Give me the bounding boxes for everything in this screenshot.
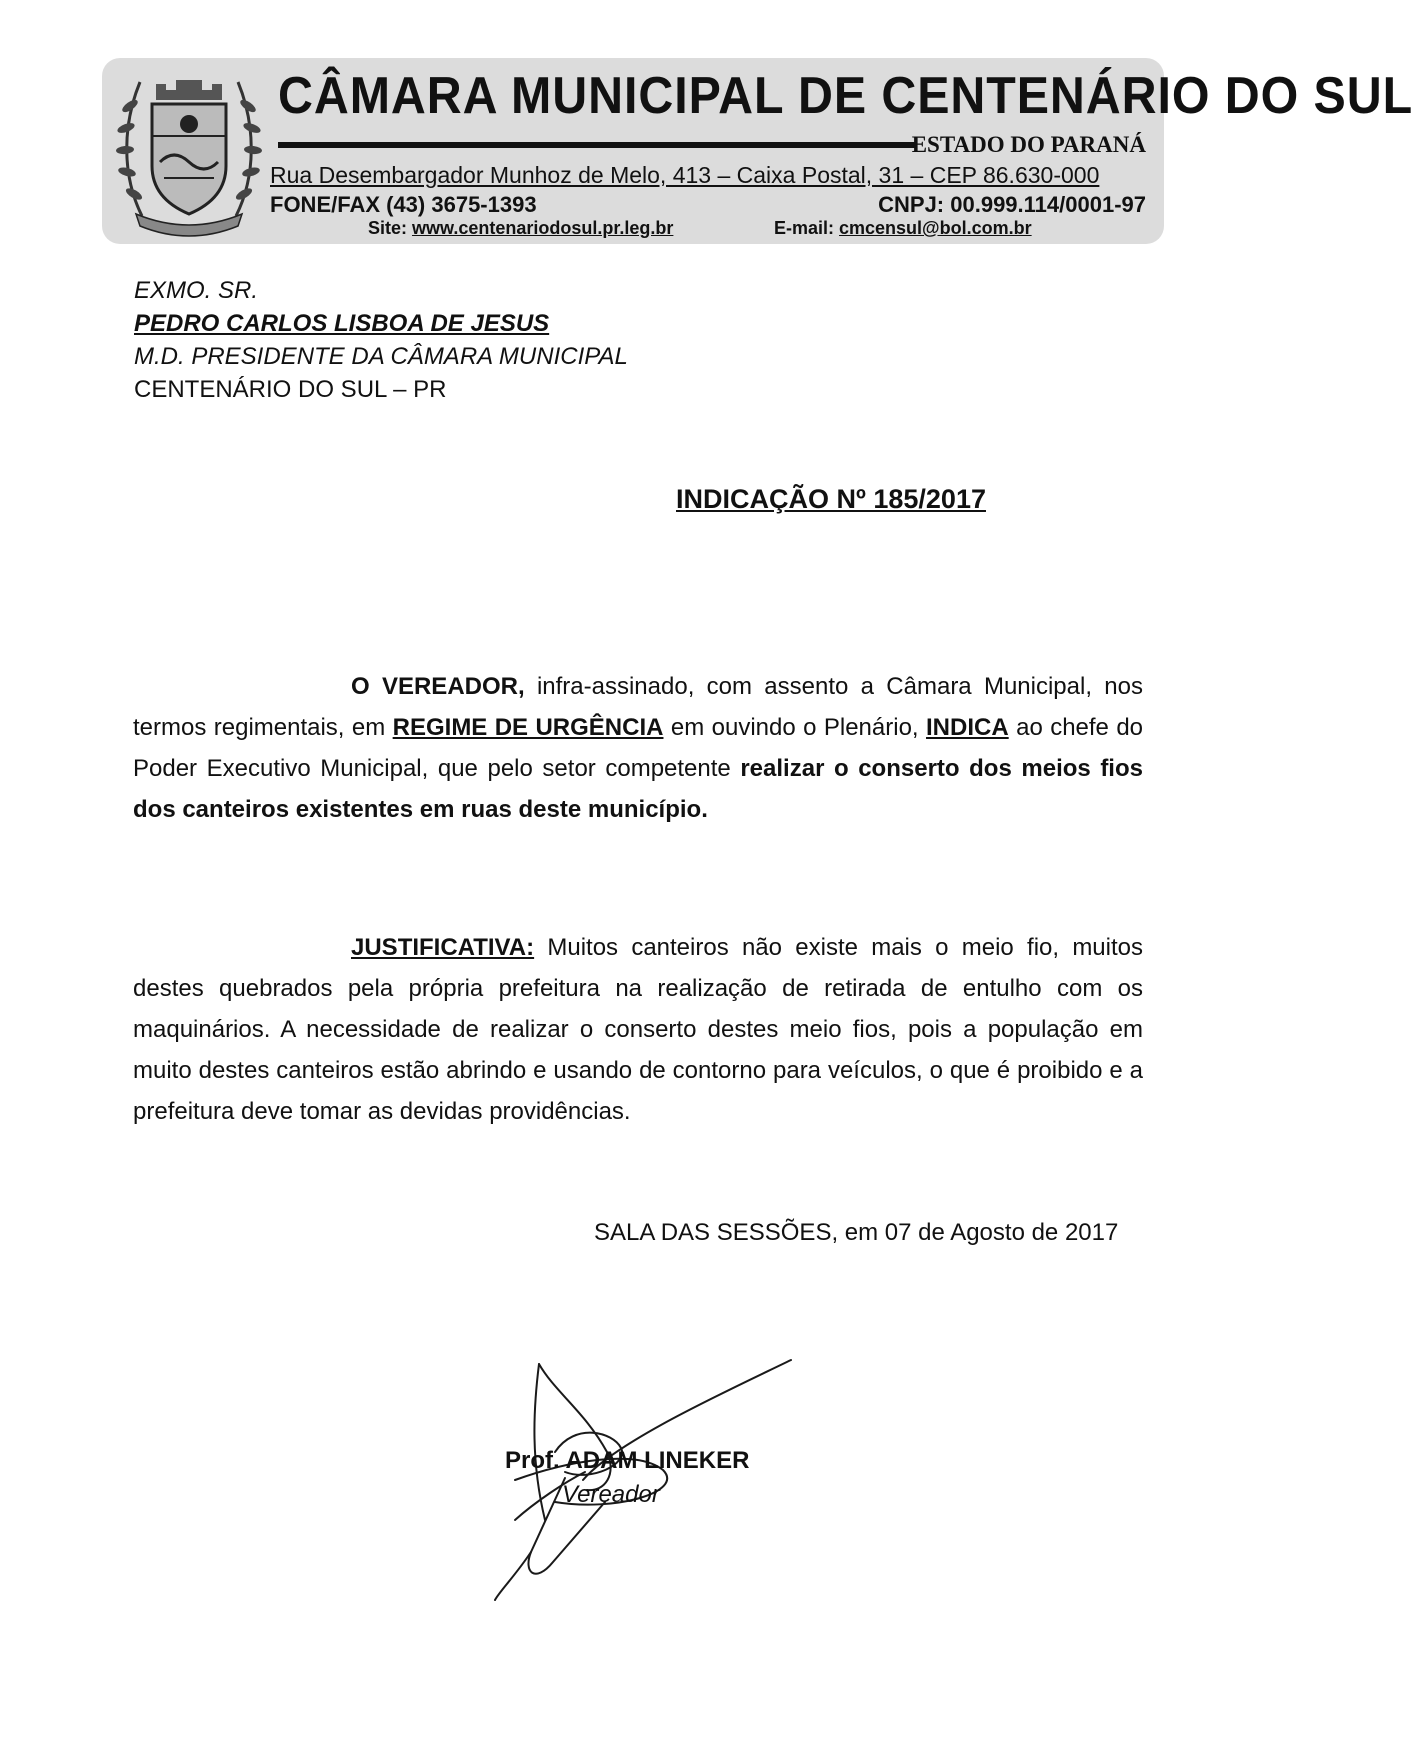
addressee-city: CENTENÁRIO DO SUL – PR	[134, 376, 447, 403]
postal-address: Rua Desembargador Munhoz de Melo, 413 – Caixa Postal, 31 – CEP 86.630-000	[270, 162, 1100, 188]
addressee-block	[134, 274, 628, 406]
lead-vereador: O VEREADOR,	[351, 673, 525, 700]
website-line	[368, 218, 673, 239]
chamber-name-heading: CÂMARA MUNICIPAL DE CENTENÁRIO DO SUL	[278, 67, 1413, 125]
addressee-name: PEDRO CARLOS LISBOA DE JESUS	[134, 310, 550, 337]
signer-name: Prof. ADAM LINEKER	[505, 1447, 750, 1474]
indica-keyword: INDICA	[926, 714, 1009, 741]
justification-paragraph	[133, 927, 1143, 1132]
state-name: ESTADO DO PARANÁ	[911, 132, 1146, 157]
addressee-role: M.D. PRESIDENTE DA CÂMARA MUNICIPAL	[134, 343, 628, 370]
salutation: EXMO. SR.	[134, 277, 259, 304]
indication-paragraph	[133, 666, 1143, 830]
heading-rule	[278, 142, 916, 148]
document-title: INDICAÇÃO Nº 185/2017	[676, 484, 986, 514]
municipal-coat-of-arms-icon	[114, 66, 264, 234]
justification-label: JUSTIFICATIVA:	[351, 934, 535, 961]
p1-text-3: ao chefe do Poder Executivo Municipal, que pelo setor competente	[133, 714, 1144, 782]
website-link[interactable]: www.centenariodosul.pr.leg.br	[412, 218, 674, 238]
cnpj-number: CNPJ: 00.999.114/0001-97	[878, 192, 1146, 217]
place-and-date: SALA DAS SESSÕES, em 07 de Agosto de 2017	[594, 1219, 1119, 1246]
request-text: realizar o conserto dos meios fios dos canteiros existentes em ruas deste município.	[133, 755, 1143, 823]
email-line	[774, 218, 1032, 239]
p1-text-2: em ouvindo o Plenário,	[663, 714, 927, 741]
letterhead	[102, 58, 1413, 244]
website-label: Site:	[368, 218, 413, 238]
urgency-regime: REGIME DE URGÊNCIA	[392, 714, 664, 741]
p1-text-1: infra-assinado, com assento a Câmara Municipal, nos termos regimentais, em	[133, 673, 1143, 741]
phone-fax: FONE/FAX (43) 3675-1393	[270, 192, 537, 217]
signer-role: Vereador	[562, 1481, 660, 1508]
justification-text: Muitos canteiros não existe mais o meio fio, muitos destes quebrados pela própria prefeitura na realização de retirada de entulho com os maquinários. A necessidade de realizar o conserto destes meio fios, pois a população em muito destes canteiros estão abrindo e usando de contorno para veículos, o que é proibido e a prefeitura deve tomar as devidas providências.	[133, 934, 1143, 1125]
email-label: E-mail:	[774, 218, 840, 238]
handwritten-signature	[495, 1352, 805, 1604]
email-link[interactable]: cmcensul@bol.com.br	[839, 218, 1032, 238]
